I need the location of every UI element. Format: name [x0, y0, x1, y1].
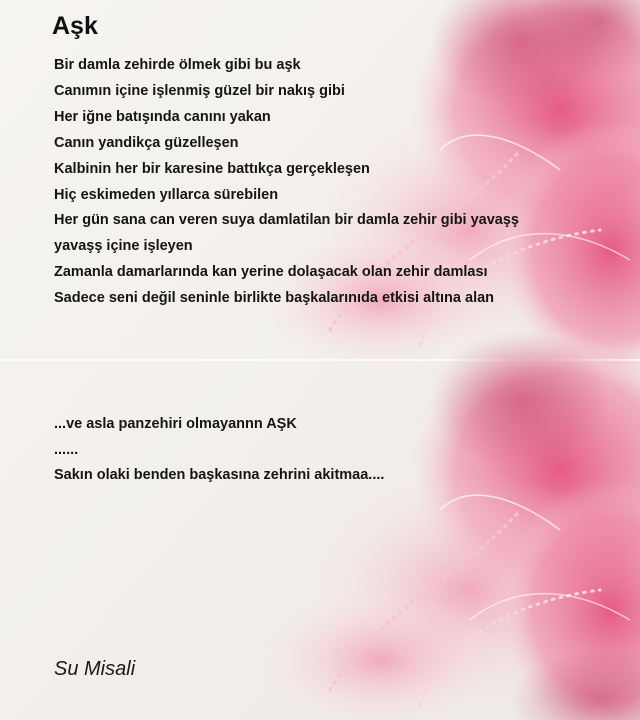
poem-line: Hiç eskimeden yıllarca sürebilen	[54, 186, 279, 203]
poem-author: Su Misali	[54, 658, 136, 680]
poem-stanza-1	[54, 53, 519, 312]
poem-line: Canın yandikça güzelleşen	[54, 134, 239, 151]
poem-line: Bir damla zehirde ölmek gibi bu aşk	[54, 57, 301, 73]
poem-line: Her iğne batışında canını yakan	[54, 108, 271, 125]
poem-line: Sakın olaki benden başkasına zehrini akitmaa....	[54, 467, 385, 483]
poem-title: Aşk	[52, 12, 98, 40]
poem-line: Canımın içine işlenmiş güzel bir nakış gibi	[54, 82, 345, 99]
poem-line: Zamanla damarlarında kan yerine dolaşacak olan zehir damlası	[54, 264, 488, 281]
poem-line: yavaşş içine işleyen	[54, 238, 193, 255]
poem-line: Her gün sana can veren suya damlatilan bir damla zehir gibi yavaşş	[54, 212, 519, 229]
poem-line: Kalbinin her bir karesine battıkça gerçekleşen	[54, 160, 370, 177]
poem-line: Sadece seni değil seninle birlikte başkalarınıda etkisi altına alan	[54, 290, 495, 307]
poem-line: ......	[54, 441, 79, 458]
poem-stanza-2	[54, 412, 384, 489]
poem-line: ...ve asla panzehiri olmayannn AŞK	[54, 416, 297, 432]
